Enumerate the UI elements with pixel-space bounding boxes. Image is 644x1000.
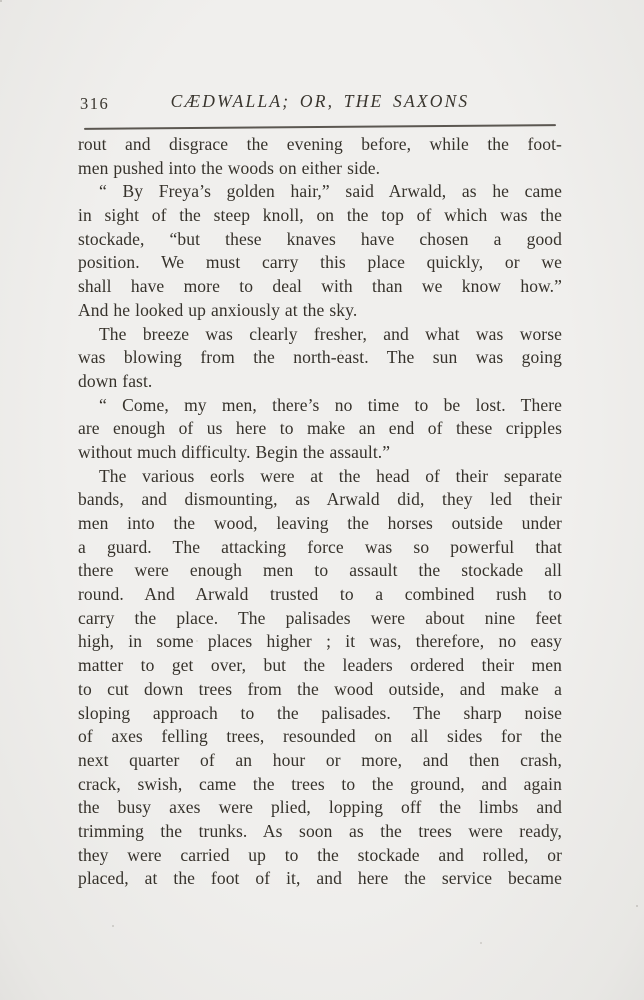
page-number: 316	[80, 94, 110, 113]
page-header	[78, 91, 562, 115]
text-line: the busy axes were plied, lopping off the limbs and	[78, 797, 562, 818]
text-line: of axes felling trees, resounded on all sides for the	[78, 726, 562, 747]
text-line: round. And Arwald trusted to a combined rush to	[78, 584, 562, 605]
text-line: shall have more to deal with than we know how.”	[78, 276, 562, 297]
text-line: bands, and dismounting, as Arwald did, they led their	[78, 489, 562, 510]
text-line: position. We must carry this place quickly, or we	[78, 252, 562, 273]
text-line: The breeze was clearly fresher, and what was worse	[99, 323, 562, 344]
text-line: men into the wood, leaving the horses outside under	[78, 513, 562, 533]
text-line: down fast.	[78, 370, 153, 391]
text-line: high, in some places higher ; it was, therefore, no easy	[78, 631, 562, 652]
text-line: they were carried up to the stockade and rolled, or	[78, 844, 562, 865]
text-line: The various eorls were at the head of their separate	[99, 465, 562, 486]
body-text	[78, 133, 562, 891]
text-line: “ Come, my men, there’s no time to be lost. There	[99, 394, 562, 415]
text-line: in sight of the steep knoll, on the top of which was the	[78, 205, 562, 226]
text-line: trimming the trunks. As soon as the trees were ready,	[78, 820, 562, 841]
text-line: matter to get over, but the leaders ordered their men	[78, 655, 562, 676]
text-line: placed, at the foot of it, and here the service became	[78, 868, 562, 889]
text-line: carry the place. The palisades were about nine feet	[78, 607, 562, 628]
text-line: was blowing from the north-east. The sun was going	[78, 347, 562, 368]
text-line: there were enough men to assault the stockade all	[78, 560, 562, 581]
text-line: are enough of us here to make an end of these cripples	[78, 418, 562, 439]
text-line: to cut down trees from the wood outside, and make a	[78, 678, 562, 699]
text-line: next quarter of an hour or more, and then crash,	[78, 749, 562, 770]
text-line: “ By Freya’s golden hair,” said Arwald, as he came	[99, 181, 562, 202]
text-line: And he looked up anxiously at the sky.	[78, 299, 358, 320]
text-line: rout and disgrace the evening before, while the foot-	[78, 134, 562, 154]
header-rule	[84, 124, 556, 129]
text-line: a guard. The attacking force was so powerful that	[78, 536, 562, 557]
text-line: sloping approach to the palisades. The sharp noise	[78, 702, 562, 723]
text-line: stockade, “but these knaves have chosen a good	[78, 228, 562, 249]
text-line: men pushed into the woods on either side.	[78, 157, 381, 178]
running-head: CÆDWALLA; OR, THE SAXONS	[170, 91, 470, 111]
text-line: without much difficulty. Begin the assault.”	[78, 441, 391, 462]
text-line: crack, swish, came the trees to the ground, and again	[78, 773, 562, 794]
